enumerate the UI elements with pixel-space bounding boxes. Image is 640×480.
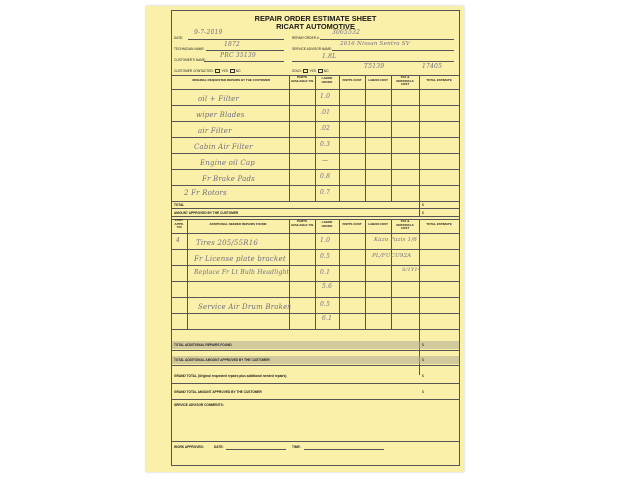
t1-row-6-repair: Fr Brake Pads — [202, 175, 255, 183]
t2-header-labor-cost: LABOR COST — [368, 222, 388, 226]
advisor-label: SERVICE ADVISOR NAME: — [292, 47, 332, 51]
customer-label: CUSTOMER'S NAME: — [174, 58, 206, 62]
work-time-label: TIME: — [292, 445, 301, 449]
t1-row-3-hours: .02 — [320, 125, 331, 132]
t1-header-parts-cost: PARTS COST — [342, 78, 362, 82]
sold-label: SOLD: — [292, 69, 302, 74]
t2-row-4-hours: 5.6 — [322, 283, 333, 290]
t2-row-3-hours: 0.1 — [320, 269, 331, 276]
t1-header-labor-cost: LABOR COST — [368, 78, 388, 82]
total-additional-approved-label: TOTAL ADDITIONAL AMOUNT APPROVED BY THE CUSTOMER — [174, 358, 270, 362]
t1-row-2-repair: wiper Blades — [196, 111, 245, 119]
t1-row-5-repair: Engine oil Cap — [200, 159, 255, 167]
t1-header-total: TOTAL ESTIMATE — [426, 78, 452, 82]
t1-header-labor-hours: LABOR HOURS — [321, 76, 333, 84]
t1-approved-dollar: $ — [422, 211, 424, 215]
estimate-sheet — [146, 6, 464, 472]
t2-row-5-repair: Service Air Drum Brakes — [198, 303, 292, 311]
date-value: 9-7-2019 — [194, 29, 223, 36]
t2-header-labor-hours: LABOR HOURS — [321, 220, 333, 228]
sold-value: T5139 — [364, 63, 385, 70]
sheet-border — [171, 10, 460, 466]
t1-approved-label: AMOUNT APPROVED BY THE CUSTOMER — [174, 211, 239, 215]
customer-contacted-label — [174, 69, 241, 73]
t1-row-7-repair: 2 Fr Rotors — [184, 189, 227, 197]
title-line-2: RICART AUTOMOTIVE — [276, 22, 355, 31]
t2-header-parts-cost: PARTS COST — [342, 222, 362, 226]
technician-label: TECHNICIAN NAME: — [174, 47, 205, 51]
repair-order-value: 3065532 — [332, 29, 361, 36]
grand-total-dollar: $ — [422, 374, 424, 378]
t1-row-4-hours: 0.3 — [320, 141, 331, 148]
repair-order-label: REPAIR ORDER #: — [292, 36, 320, 40]
total-additional-label: TOTAL ADDITIONAL REPAIRS FOUND — [174, 343, 232, 347]
t2-row-2-repair: Fr License plate bracket — [194, 255, 286, 263]
sold-row — [292, 69, 329, 73]
total-additional-approved-dollar: $ — [422, 358, 424, 362]
t1-row-1-repair: oil + Filter — [198, 95, 240, 103]
t1-header-parts-available: PARTS AVAILABLE Y/N — [290, 75, 314, 83]
t1-header-tax: TAX & MATERIALS COST — [396, 75, 414, 87]
work-approved-label: WORK APPROVED: — [174, 445, 204, 449]
t1-row-4-repair: Cabin Air Filter — [194, 143, 253, 151]
t2-header-tax: TAX & MATERIALS COST — [396, 219, 414, 231]
grand-total-approved-dollar: $ — [422, 390, 424, 394]
t2-row-3-note: S/1Y14 — [402, 267, 422, 273]
advisor-comments-label: SERVICE ADVISOR COMMENTS: — [174, 403, 224, 407]
t1-row-2-hours: .01 — [320, 109, 331, 116]
total-additional-dollar: $ — [422, 343, 424, 347]
t2-header-cust-appr: CUST. APPR. Y/N — [174, 218, 184, 230]
t2-row-1-note: Kazo Fazis 1/6 — [374, 237, 417, 243]
technician-value: 1872 — [224, 41, 241, 48]
contacted-label: CUSTOMER CONTACTED: — [174, 69, 214, 74]
grand-total-label: GRAND TOTAL (Original requested repairs plus additional needed repairs) — [174, 374, 287, 378]
grand-total-approved-label: GRAND TOTAL AMOUNT APPROVED BY THE CUSTOMER — [174, 390, 262, 394]
sold-no-label: NO — [323, 69, 329, 74]
t2-row-5-hours: 0.5 — [320, 301, 331, 308]
t2-row-1-repair: Tires 205/55R16 — [196, 239, 259, 247]
t1-total-label: TOTAL — [174, 203, 185, 207]
no-checkbox[interactable] — [230, 69, 235, 73]
t2-row-6-hours: 6.1 — [322, 315, 333, 322]
hours-value: 1.8L — [322, 53, 337, 60]
t1-row-3-repair: air Filter — [198, 127, 232, 135]
t1-row-5-hours: — — [322, 157, 329, 164]
t2-header-parts-available: PARTS AVAILABLE Y/N — [290, 219, 314, 227]
t2-header-repairs: ADDITIONAL NEEDED REPAIRS FOUND — [209, 222, 267, 226]
title-line-1: REPAIR ORDER ESTIMATE SHEET — [254, 14, 377, 23]
t1-total-dollar: $ — [422, 203, 424, 207]
extra-value: 17405 — [422, 63, 443, 70]
t2-row-1-hours: 1.0 — [320, 237, 331, 244]
sold-yes-checkbox[interactable] — [303, 69, 308, 73]
sold-no-checkbox[interactable] — [318, 69, 323, 73]
t2-header-total: TOTAL ESTIMATE — [426, 222, 452, 226]
t1-row-6-hours: 0.8 — [320, 173, 331, 180]
t1-header-repairs: ORIGINAL REQUESTED REPAIRS BY THE CUSTOMER — [192, 78, 270, 82]
yes-label: YES — [221, 69, 228, 74]
t2-row-1-appr: 4 — [176, 237, 181, 244]
t1-row-7-hours: 0.7 — [320, 189, 331, 196]
sold-yes-label: YES — [309, 69, 316, 74]
t2-row-2-hours: 0.5 — [320, 253, 331, 260]
t2-row-2-note: PL/FUCU92A — [372, 253, 412, 259]
t2-row-3-repair: Replace Fr Lt Bulb Headlight — [194, 269, 290, 276]
date-label: DATE: — [174, 36, 184, 40]
work-date-label: DATE: — [214, 445, 224, 449]
advisor-value: 2016 Nissan Sentra SV — [340, 41, 411, 47]
customer-value: PRC 35139 — [220, 52, 256, 59]
yes-checkbox[interactable] — [215, 69, 220, 73]
no-label: NO — [235, 69, 241, 74]
t1-row-1-hours: 1.0 — [320, 93, 331, 100]
